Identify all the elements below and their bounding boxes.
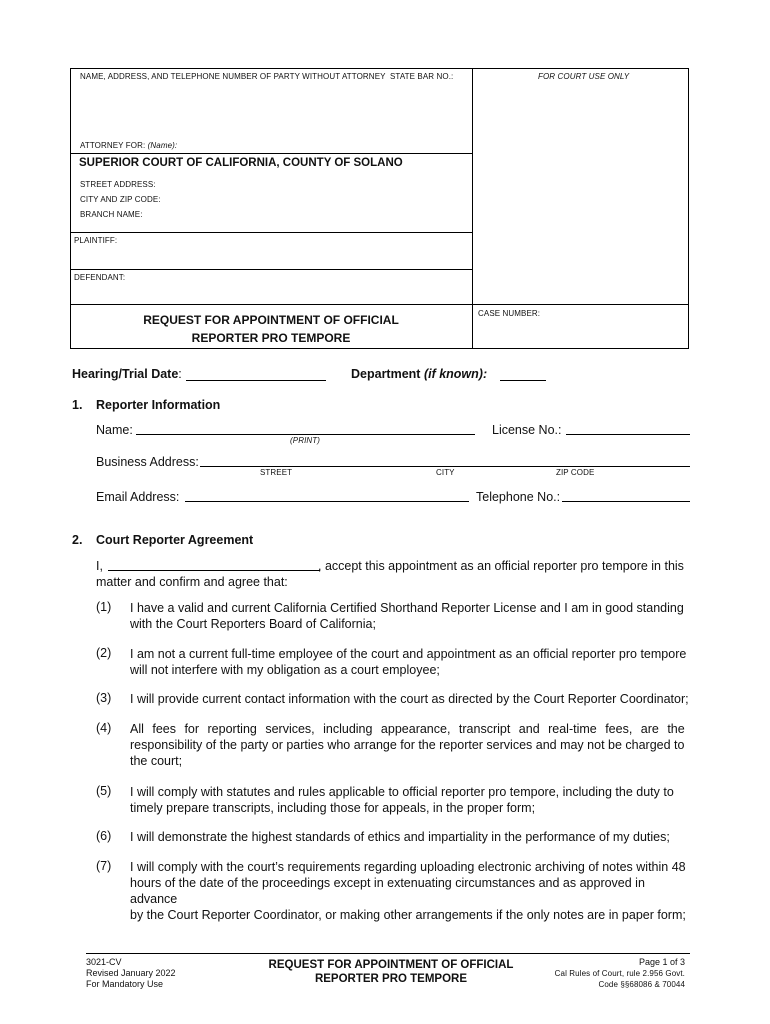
footer-rule (86, 953, 690, 954)
state-bar-label: STATE BAR NO.: (390, 72, 454, 81)
title-divider (70, 304, 689, 305)
department-label: Department (if known): (351, 367, 488, 381)
branch-name-label: BRANCH NAME: (80, 210, 143, 219)
footer-form-info: 3021-CV Revised January 2022 For Mandatory Use (86, 957, 176, 989)
footer-title: REQUEST FOR APPOINTMENT OF OFFICIAL REPORTER PRO TEMPORE (268, 959, 514, 985)
item-number: (2) (96, 646, 112, 660)
party-info-field[interactable] (80, 90, 465, 140)
court-divider (70, 232, 472, 233)
court-use-label: FOR COURT USE ONLY (538, 72, 630, 81)
intro-suffix: , accept this appointment as an official reporter pro tempore in this (318, 559, 684, 573)
case-number-field[interactable] (478, 322, 683, 344)
name-label: Name: (96, 423, 133, 437)
court-name: SUPERIOR COURT OF CALIFORNIA, COUNTY OF SOLANO (79, 157, 403, 169)
agreement-item-3: I will provide current contact information with the court as directed by the Court Reporter Coordinator; (130, 692, 689, 706)
agreement-item-6: I will demonstrate the highest standards of ethics and impartiality in the performance of my duties; (130, 830, 670, 844)
footer-citation: Page 1 of 3 Cal Rules of Court, rule 2.956 Govt. Code §§68086 & 70044 (554, 957, 685, 989)
intro-line2: matter and confirm and agree that: (96, 575, 288, 589)
form-title-line2: REPORTER PRO TEMPORE (191, 331, 351, 345)
defendant-label: DEFENDANT: (74, 273, 126, 282)
section2-title: Court Reporter Agreement (96, 533, 254, 547)
license-label: License No.: (492, 423, 562, 437)
section1-number: 1. (72, 398, 83, 412)
item-number: (1) (96, 600, 112, 614)
business-address-label: Business Address: (96, 455, 199, 469)
section1-title: Reporter Information (96, 398, 221, 412)
email-label: Email Address: (96, 490, 180, 504)
street-address-label: STREET ADDRESS: (80, 180, 156, 189)
plaintiff-label: PLAINTIFF: (74, 236, 118, 245)
plaintiff-divider (70, 269, 472, 270)
item-number: (5) (96, 784, 112, 798)
item-number: (4) (96, 721, 112, 735)
agreement-item-5: I will comply with statutes and rules applicable to official reporter pro tempore, including the duty to timely prepare transcripts, including those for appeals, in the proper form; (130, 785, 674, 815)
reporter-name-field[interactable] (136, 434, 475, 435)
license-field[interactable] (566, 434, 690, 435)
business-address-field[interactable] (200, 466, 690, 467)
telephone-label: Telephone No.: (476, 490, 561, 504)
agreement-item-1: I have a valid and current California Certified Shorthand Reporter License and I am in good standing with the Court Reporters Board of California; (130, 601, 684, 631)
agreement-item-2: I am not a current full-time employee of the court and appointment as an official reporter pro tempore will not interfere with my obligation as a court employee; (130, 647, 687, 677)
hearing-date-field[interactable] (186, 380, 326, 381)
attorney-for-label: ATTORNEY FOR: (Name): (80, 141, 178, 150)
party-label: NAME, ADDRESS, AND TELEPHONE NUMBER OF PARTY WITHOUT ATTORNEY (80, 72, 386, 81)
form-title-line1: REQUEST FOR APPOINTMENT OF OFFICIAL (143, 313, 399, 327)
email-field[interactable] (185, 501, 469, 502)
agreement-item-7: I will comply with the court’s requirements regarding uploading electronic archiving of notes within 48 hours of the date of the proceedings except in extenuating circumstances and as approved in advance by the Court Reporter Coordinator, or making other arrangements if the only notes are in paper form; (130, 860, 686, 922)
case-number-label: CASE NUMBER: (478, 309, 541, 318)
print-hint: (PRINT) (290, 436, 321, 445)
street-hint: STREET (260, 468, 293, 477)
agreement-item-4: All fees for reporting services, including appearance, transcript and real-time fees, are the responsibility of the party or parties who arrange for the reporter services and may not be charged to the court; (130, 722, 685, 768)
zip-hint: ZIP CODE (556, 468, 595, 477)
attorney-divider (70, 153, 472, 154)
hearing-date-label: Hearing/Trial Date: (72, 367, 182, 381)
reporter-signature-name-field[interactable] (108, 570, 320, 571)
item-number: (6) (96, 829, 112, 843)
telephone-field[interactable] (562, 501, 690, 502)
intro-prefix: I, (96, 559, 103, 573)
city-hint: CITY (436, 468, 455, 477)
plaintiff-field[interactable] (120, 236, 468, 264)
court-use-divider (472, 68, 473, 349)
item-number: (7) (96, 859, 112, 873)
department-field[interactable] (500, 380, 546, 381)
section2-number: 2. (72, 533, 83, 547)
item-number: (3) (96, 691, 112, 705)
city-zip-label: CITY AND ZIP CODE: (80, 195, 161, 204)
defendant-field[interactable] (130, 273, 468, 301)
